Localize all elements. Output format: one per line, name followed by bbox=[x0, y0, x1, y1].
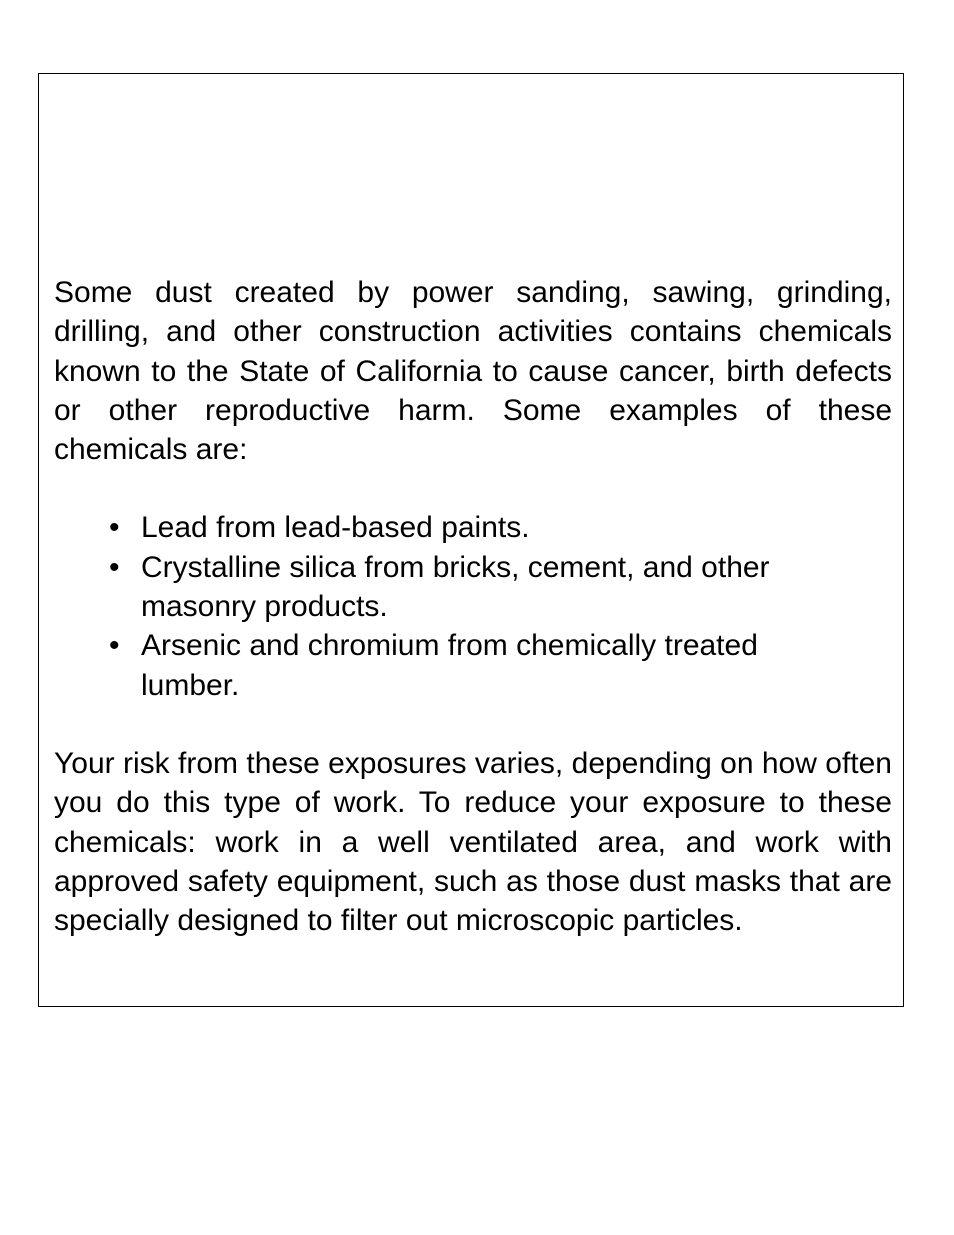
bullet-icon: • bbox=[109, 550, 120, 584]
example-text: Crystalline silica from bricks, cement, and other masonry products. bbox=[141, 550, 770, 624]
closing-paragraph: Your risk from these exposures varies, depending on how often you do this type of work. To reduce your exposure to these chemicals: work in a well ventilated area, and work with approved safety equipment, such as those dust masks that are specially designed to filter out microscopic particles. bbox=[54, 746, 892, 938]
list-item bbox=[109, 508, 829, 547]
example-text: Arsenic and chromium from chemically treated lumber. bbox=[141, 629, 758, 702]
bullet-icon: • bbox=[109, 511, 120, 545]
list-item bbox=[109, 626, 829, 705]
example-text: Lead from lead-based paints. bbox=[141, 511, 530, 545]
warning-content bbox=[54, 273, 892, 940]
warning-box bbox=[38, 73, 904, 1007]
list-item bbox=[109, 548, 829, 627]
bullet-icon: • bbox=[109, 629, 120, 663]
examples-list bbox=[54, 508, 829, 704]
intro-paragraph: Some dust created by power sanding, sawing, grinding, drilling, and other construction activities contains chemicals known to the State of California to cause cancer, birth defects or other reproductive harm. Some examples of these chemicals are: bbox=[54, 276, 892, 467]
